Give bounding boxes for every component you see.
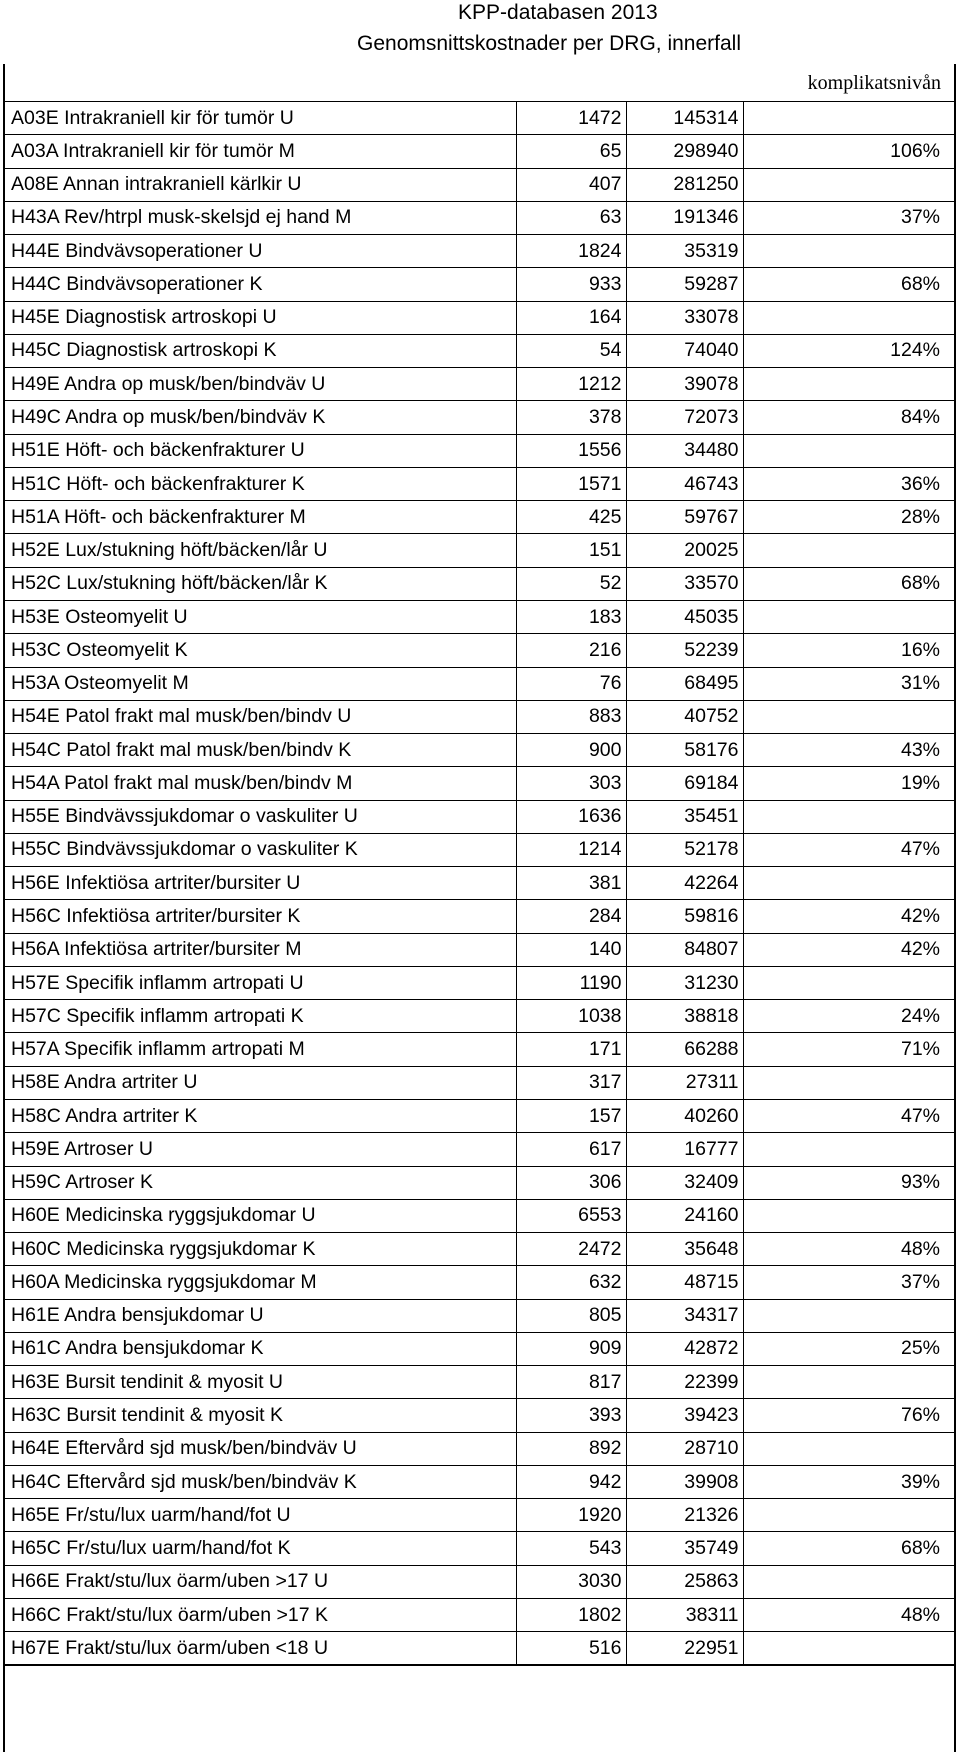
count-cell: 284 (516, 900, 626, 933)
table-row (5, 434, 954, 467)
complication-pct-cell (743, 1632, 954, 1665)
table-row (5, 201, 954, 234)
table-row (5, 1432, 954, 1465)
avg-cost-cell: 68495 (626, 667, 743, 700)
avg-cost-cell: 59767 (626, 501, 743, 534)
count-cell: 381 (516, 867, 626, 900)
page-subtitle: Genomsnittskostnader per DRG, innerfall (357, 32, 741, 55)
count-cell: 909 (516, 1332, 626, 1365)
complication-pct-cell: 31% (743, 667, 954, 700)
table-row (5, 667, 954, 700)
complication-pct-cell (743, 168, 954, 201)
table-row (5, 1099, 954, 1132)
count-cell: 805 (516, 1299, 626, 1332)
drg-name-cell: H66C Frakt/stu/lux öarm/uben >17 K (5, 1598, 516, 1631)
count-cell: 63 (516, 201, 626, 234)
avg-cost-cell: 281250 (626, 168, 743, 201)
complication-pct-cell: 42% (743, 900, 954, 933)
count-cell: 171 (516, 1033, 626, 1066)
drg-name-cell: H55C Bindvävssjukdomar o vaskuliter K (5, 833, 516, 866)
drg-name-cell: H67E Frakt/stu/lux öarm/uben <18 U (5, 1632, 516, 1665)
table-row (5, 1465, 954, 1498)
table-row (5, 1066, 954, 1099)
avg-cost-cell: 59287 (626, 268, 743, 301)
table-row (5, 634, 954, 667)
table-row (5, 867, 954, 900)
avg-cost-cell: 28710 (626, 1432, 743, 1465)
avg-cost-cell: 145314 (626, 102, 743, 135)
count-cell: 306 (516, 1166, 626, 1199)
complication-pct-cell (743, 1133, 954, 1166)
count-cell: 617 (516, 1133, 626, 1166)
avg-cost-cell: 40752 (626, 700, 743, 733)
drg-name-cell: A03A Intrakraniell kir för tumör M (5, 135, 516, 168)
count-cell: 1038 (516, 1000, 626, 1033)
complication-pct-cell (743, 1499, 954, 1532)
complication-pct-cell (743, 700, 954, 733)
count-cell: 632 (516, 1266, 626, 1299)
avg-cost-cell: 34317 (626, 1299, 743, 1332)
table-row (5, 1366, 954, 1399)
drg-name-cell: H56C Infektiösa artriter/bursiter K (5, 900, 516, 933)
avg-cost-cell: 35451 (626, 800, 743, 833)
table-row (5, 1565, 954, 1598)
complication-pct-cell (743, 1366, 954, 1399)
drg-cost-table (5, 101, 954, 1666)
count-cell: 883 (516, 700, 626, 733)
complication-pct-cell: 84% (743, 401, 954, 434)
avg-cost-cell: 39078 (626, 368, 743, 401)
drg-name-cell: H51A Höft- och bäckenfrakturer M (5, 501, 516, 534)
avg-cost-cell: 298940 (626, 135, 743, 168)
avg-cost-cell: 59816 (626, 900, 743, 933)
table-row (5, 567, 954, 600)
count-cell: 54 (516, 334, 626, 367)
count-cell: 1571 (516, 467, 626, 500)
table-row (5, 235, 954, 268)
drg-name-cell: H51E Höft- och bäckenfrakturer U (5, 434, 516, 467)
avg-cost-cell: 69184 (626, 767, 743, 800)
table-row (5, 135, 954, 168)
drg-name-cell: H60C Medicinska ryggsjukdomar K (5, 1233, 516, 1266)
complication-pct-cell: 93% (743, 1166, 954, 1199)
table-row (5, 1033, 954, 1066)
complication-pct-cell (743, 102, 954, 135)
table-row (5, 102, 954, 135)
table-row (5, 401, 954, 434)
table-row (5, 368, 954, 401)
complication-pct-cell: 48% (743, 1233, 954, 1266)
avg-cost-cell: 24160 (626, 1199, 743, 1232)
avg-cost-cell: 66288 (626, 1033, 743, 1066)
table-row (5, 1266, 954, 1299)
complication-pct-cell (743, 235, 954, 268)
avg-cost-cell: 21326 (626, 1499, 743, 1532)
avg-cost-cell: 74040 (626, 334, 743, 367)
count-cell: 140 (516, 933, 626, 966)
table-row (5, 1499, 954, 1532)
complication-pct-cell (743, 301, 954, 334)
drg-name-cell: H54E Patol frakt mal musk/ben/bindv U (5, 700, 516, 733)
drg-name-cell: H57A Specifik inflamm artropati M (5, 1033, 516, 1066)
drg-name-cell: H53A Osteomyelit M (5, 667, 516, 700)
avg-cost-cell: 48715 (626, 1266, 743, 1299)
drg-name-cell: H60A Medicinska ryggsjukdomar M (5, 1266, 516, 1299)
drg-name-cell: H49E Andra op musk/ben/bindväv U (5, 368, 516, 401)
count-cell: 393 (516, 1399, 626, 1432)
drg-name-cell: H52C Lux/stukning höft/bäcken/lår K (5, 567, 516, 600)
drg-name-cell: H56A Infektiösa artriter/bursiter M (5, 933, 516, 966)
complication-pct-cell (743, 1199, 954, 1232)
table-row (5, 1632, 954, 1665)
drg-name-cell: H57C Specifik inflamm artropati K (5, 1000, 516, 1033)
table-row (5, 1233, 954, 1266)
table-sheet (3, 64, 956, 1752)
drg-name-cell: A08E Annan intrakraniell kärlkir U (5, 168, 516, 201)
table-row (5, 833, 954, 866)
count-cell: 183 (516, 600, 626, 633)
table-row (5, 1133, 954, 1166)
count-cell: 2472 (516, 1233, 626, 1266)
complication-pct-cell: 25% (743, 1332, 954, 1365)
count-cell: 65 (516, 135, 626, 168)
complication-pct-cell: 36% (743, 467, 954, 500)
avg-cost-cell: 33570 (626, 567, 743, 600)
complication-pct-cell: 16% (743, 634, 954, 667)
drg-name-cell: H64E Eftervård sjd musk/ben/bindväv U (5, 1432, 516, 1465)
drg-name-cell: H51C Höft- och bäckenfrakturer K (5, 467, 516, 500)
table-row (5, 301, 954, 334)
table-row (5, 334, 954, 367)
count-cell: 1472 (516, 102, 626, 135)
drg-name-cell: H54C Patol frakt mal musk/ben/bindv K (5, 734, 516, 767)
count-cell: 6553 (516, 1199, 626, 1232)
table-row (5, 1532, 954, 1565)
avg-cost-cell: 35749 (626, 1532, 743, 1565)
complication-pct-cell: 47% (743, 833, 954, 866)
drg-name-cell: H45C Diagnostisk artroskopi K (5, 334, 516, 367)
table-row (5, 734, 954, 767)
avg-cost-cell: 191346 (626, 201, 743, 234)
complication-pct-cell (743, 434, 954, 467)
count-cell: 407 (516, 168, 626, 201)
complication-pct-cell: 71% (743, 1033, 954, 1066)
drg-name-cell: H63E Bursit tendinit & myosit U (5, 1366, 516, 1399)
table-row (5, 900, 954, 933)
avg-cost-cell: 35648 (626, 1233, 743, 1266)
count-cell: 164 (516, 301, 626, 334)
table-row (5, 1299, 954, 1332)
drg-name-cell: H66E Frakt/stu/lux öarm/uben >17 U (5, 1565, 516, 1598)
count-cell: 151 (516, 534, 626, 567)
drg-name-cell: H58C Andra artriter K (5, 1099, 516, 1132)
count-cell: 1190 (516, 966, 626, 999)
complication-pct-cell: 42% (743, 933, 954, 966)
complication-pct-cell (743, 1432, 954, 1465)
drg-name-cell: H55E Bindvävssjukdomar o vaskuliter U (5, 800, 516, 833)
count-cell: 378 (516, 401, 626, 434)
drg-name-cell: H54A Patol frakt mal musk/ben/bindv M (5, 767, 516, 800)
count-cell: 76 (516, 667, 626, 700)
table-row (5, 767, 954, 800)
complication-pct-cell: 37% (743, 201, 954, 234)
table-body (5, 102, 954, 1665)
complication-pct-cell: 76% (743, 1399, 954, 1432)
table-row (5, 1598, 954, 1631)
count-cell: 817 (516, 1366, 626, 1399)
avg-cost-cell: 25863 (626, 1565, 743, 1598)
drg-name-cell: H53E Osteomyelit U (5, 600, 516, 633)
complication-pct-cell (743, 600, 954, 633)
avg-cost-cell: 52178 (626, 833, 743, 866)
complication-pct-cell (743, 867, 954, 900)
drg-name-cell: H52E Lux/stukning höft/bäcken/lår U (5, 534, 516, 567)
count-cell: 3030 (516, 1565, 626, 1598)
complication-pct-cell: 39% (743, 1465, 954, 1498)
table-row (5, 168, 954, 201)
table-row (5, 1000, 954, 1033)
complication-pct-cell: 68% (743, 1532, 954, 1565)
avg-cost-cell: 16777 (626, 1133, 743, 1166)
avg-cost-cell: 39423 (626, 1399, 743, 1432)
drg-name-cell: H59E Artroser U (5, 1133, 516, 1166)
table-row (5, 600, 954, 633)
count-cell: 216 (516, 634, 626, 667)
count-cell: 933 (516, 268, 626, 301)
avg-cost-cell: 58176 (626, 734, 743, 767)
table-row (5, 467, 954, 500)
avg-cost-cell: 42264 (626, 867, 743, 900)
count-cell: 157 (516, 1099, 626, 1132)
drg-name-cell: H64C Eftervård sjd musk/ben/bindväv K (5, 1465, 516, 1498)
column-header-komplikatsnivan: komplikatsnivån (807, 72, 941, 94)
complication-pct-cell: 68% (743, 268, 954, 301)
count-cell: 303 (516, 767, 626, 800)
complication-pct-cell: 124% (743, 334, 954, 367)
drg-name-cell: H56E Infektiösa artriter/bursiter U (5, 867, 516, 900)
page-title: KPP-databasen 2013 (458, 1, 658, 24)
table-row (5, 700, 954, 733)
drg-name-cell: H63C Bursit tendinit & myosit K (5, 1399, 516, 1432)
avg-cost-cell: 46743 (626, 467, 743, 500)
drg-name-cell: H49C Andra op musk/ben/bindväv K (5, 401, 516, 434)
avg-cost-cell: 72073 (626, 401, 743, 434)
count-cell: 516 (516, 1632, 626, 1665)
avg-cost-cell: 31230 (626, 966, 743, 999)
drg-name-cell: H57E Specifik inflamm artropati U (5, 966, 516, 999)
avg-cost-cell: 22951 (626, 1632, 743, 1665)
table-row (5, 1166, 954, 1199)
drg-name-cell: H58E Andra artriter U (5, 1066, 516, 1099)
count-cell: 1214 (516, 833, 626, 866)
avg-cost-cell: 52239 (626, 634, 743, 667)
count-cell: 52 (516, 567, 626, 600)
avg-cost-cell: 33078 (626, 301, 743, 334)
table-row (5, 933, 954, 966)
drg-name-cell: H43A Rev/htrpl musk-skelsjd ej hand M (5, 201, 516, 234)
avg-cost-cell: 27311 (626, 1066, 743, 1099)
complication-pct-cell: 37% (743, 1266, 954, 1299)
count-cell: 425 (516, 501, 626, 534)
count-cell: 1636 (516, 800, 626, 833)
complication-pct-cell: 68% (743, 567, 954, 600)
drg-name-cell: H60E Medicinska ryggsjukdomar U (5, 1199, 516, 1232)
complication-pct-cell: 24% (743, 1000, 954, 1033)
count-cell: 317 (516, 1066, 626, 1099)
complication-pct-cell: 19% (743, 767, 954, 800)
count-cell: 1920 (516, 1499, 626, 1532)
drg-name-cell: H61E Andra bensjukdomar U (5, 1299, 516, 1332)
drg-name-cell: H61C Andra bensjukdomar K (5, 1332, 516, 1365)
table-row (5, 268, 954, 301)
avg-cost-cell: 35319 (626, 235, 743, 268)
drg-name-cell: A03E Intrakraniell kir för tumör U (5, 102, 516, 135)
count-cell: 892 (516, 1432, 626, 1465)
drg-name-cell: H59C Artroser K (5, 1166, 516, 1199)
complication-pct-cell: 48% (743, 1598, 954, 1631)
complication-pct-cell: 106% (743, 135, 954, 168)
avg-cost-cell: 42872 (626, 1332, 743, 1365)
complication-pct-cell: 28% (743, 501, 954, 534)
drg-name-cell: H53C Osteomyelit K (5, 634, 516, 667)
avg-cost-cell: 38818 (626, 1000, 743, 1033)
avg-cost-cell: 38311 (626, 1598, 743, 1631)
drg-name-cell: H44C Bindvävsoperationer K (5, 268, 516, 301)
complication-pct-cell (743, 966, 954, 999)
count-cell: 942 (516, 1465, 626, 1498)
complication-pct-cell (743, 1299, 954, 1332)
count-cell: 900 (516, 734, 626, 767)
table-row (5, 800, 954, 833)
avg-cost-cell: 32409 (626, 1166, 743, 1199)
table-row (5, 1399, 954, 1432)
count-cell: 1802 (516, 1598, 626, 1631)
count-cell: 1556 (516, 434, 626, 467)
table-row (5, 1199, 954, 1232)
drg-name-cell: H65C Fr/stu/lux uarm/hand/fot K (5, 1532, 516, 1565)
table-row (5, 501, 954, 534)
complication-pct-cell (743, 1066, 954, 1099)
avg-cost-cell: 20025 (626, 534, 743, 567)
complication-pct-cell (743, 368, 954, 401)
count-cell: 1824 (516, 235, 626, 268)
avg-cost-cell: 45035 (626, 600, 743, 633)
drg-name-cell: H45E Diagnostisk artroskopi U (5, 301, 516, 334)
complication-pct-cell (743, 1565, 954, 1598)
avg-cost-cell: 40260 (626, 1099, 743, 1132)
count-cell: 1212 (516, 368, 626, 401)
complication-pct-cell (743, 534, 954, 567)
complication-pct-cell: 47% (743, 1099, 954, 1132)
complication-pct-cell: 43% (743, 734, 954, 767)
table-row (5, 966, 954, 999)
avg-cost-cell: 34480 (626, 434, 743, 467)
avg-cost-cell: 84807 (626, 933, 743, 966)
table-row (5, 534, 954, 567)
complication-pct-cell (743, 800, 954, 833)
drg-name-cell: H65E Fr/stu/lux uarm/hand/fot U (5, 1499, 516, 1532)
table-row (5, 1332, 954, 1365)
count-cell: 543 (516, 1532, 626, 1565)
drg-name-cell: H44E Bindvävsoperationer U (5, 235, 516, 268)
avg-cost-cell: 39908 (626, 1465, 743, 1498)
avg-cost-cell: 22399 (626, 1366, 743, 1399)
